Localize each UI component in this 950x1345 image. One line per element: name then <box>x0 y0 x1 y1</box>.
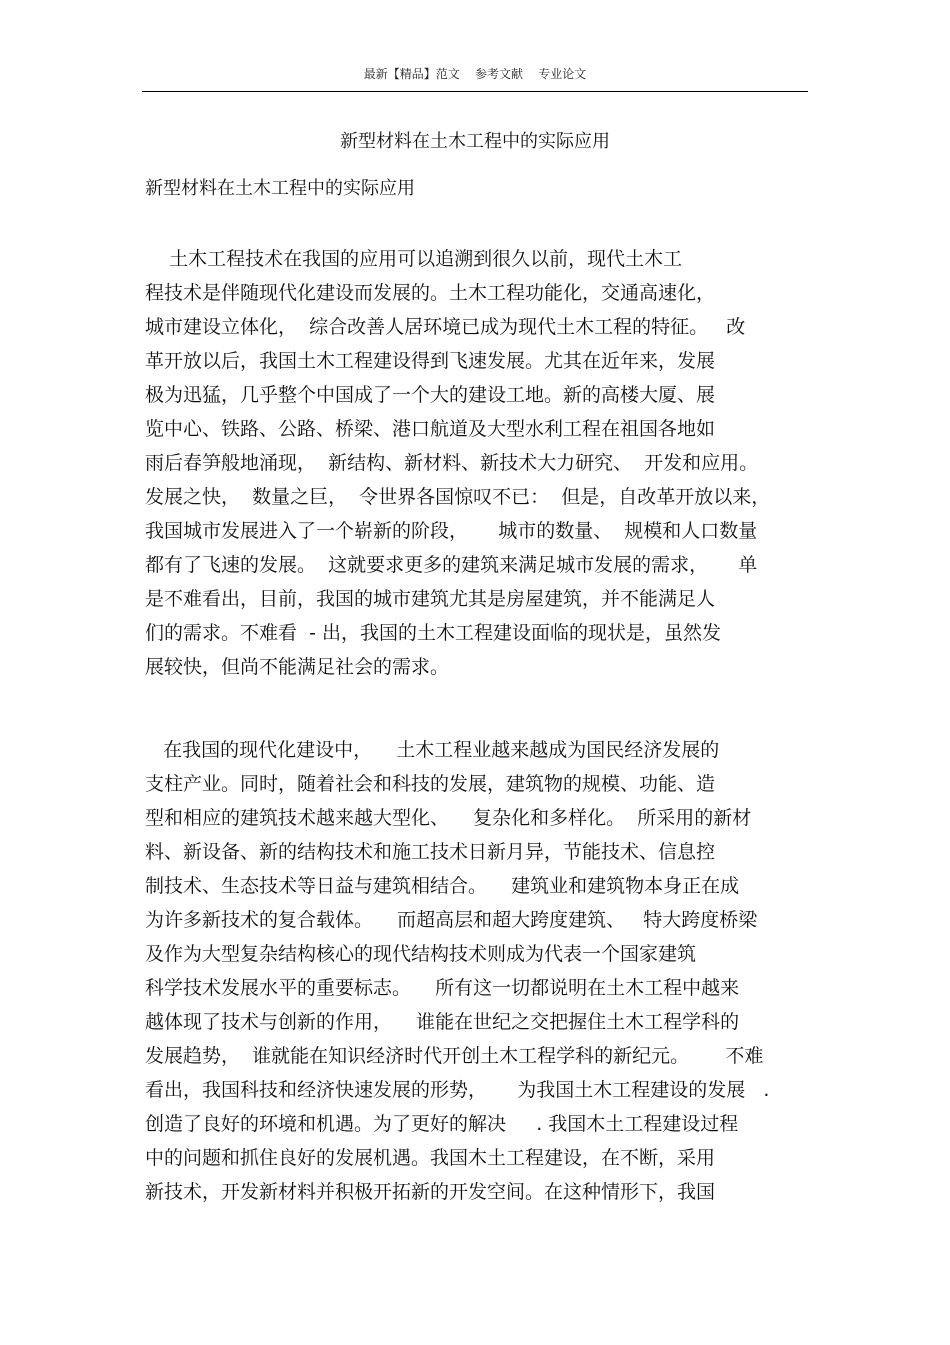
paragraph-2 <box>145 733 825 1209</box>
text-line: 型和相应的建筑技术越来越大型化、 复杂化和多样化。 所采用的新材 <box>145 807 752 829</box>
text-line: 发展趋势， 谁就能在知识经济时代开创土木工程学科的新纪元。 不难 <box>145 1045 764 1067</box>
text-line: 程技术是伴随现代化建设而发展的。土木工程功能化，交通高速化， <box>145 282 716 304</box>
text-line: 及作为大型复杂结构核心的现代结构技术则成为代表一个国家建筑 <box>145 943 697 965</box>
text-line: 料、新设备、新的结构技术和施工技术日新月异，节能技术、信息控 <box>145 841 716 863</box>
text-line: 科学技术发展水平的重要标志。 所有这一切都说明在土木工程中越来 <box>145 977 740 999</box>
text-line: 是不难看出，目前，我国的城市建筑尤其是房屋建筑，并不能满足人 <box>145 588 716 610</box>
text-line: 革开放以后，我国土木工程建设得到飞速发展。尤其在近年来，发展 <box>145 350 716 372</box>
text-line: 览中心、铁路、公路、桥梁、港口航道及大型水利工程在祖国各地如 <box>145 418 716 440</box>
text-line: 展较快，但尚不能满足社会的需求。 <box>145 656 450 678</box>
text-line: 新技术，开发新材料并积极开拓新的开发空间。在这种情形下，我国 <box>145 1181 716 1203</box>
text-line: 看出，我国科技和经济快速发展的形势， 为我国土木工程建设的发展 . <box>145 1079 770 1101</box>
header-divider <box>142 91 808 92</box>
text-line: 们的需求。不难看 - 出，我国的土木工程建设面临的现状是，虽然发 <box>145 622 721 644</box>
text-line: 制技术、生态技术等日益与建筑相结合。 建筑业和建筑物本身正在成 <box>145 875 740 897</box>
text-line: 城市建设立体化， 综合改善人居环境已成为现代土木工程的特征。 改 <box>145 316 746 338</box>
text-line: 都有了飞速的发展。 这就要求更多的建筑来满足城市发展的需求， 单 <box>145 554 758 576</box>
document-subtitle: 新型材料在土木工程中的实际应用 <box>145 178 415 199</box>
document-title: 新型材料在土木工程中的实际应用 <box>340 131 610 152</box>
page-header: 最新【精品】范文 参考文献 专业论文 <box>363 67 587 81</box>
text-line: 极为迅猛，几乎整个中国成了一个大的建设工地。新的高楼大厦、展 <box>145 384 716 406</box>
text-line: 土木工程技术在我国的应用可以追溯到很久以前，现代土木工 <box>145 248 683 270</box>
text-line: 为许多新技术的复合载体。 而超高层和超大跨度建筑、 特大跨度桥梁 <box>145 909 758 931</box>
text-line: 中的问题和抓住良好的发展机遇。我国木土工程建设，在不断，采用 <box>145 1147 716 1169</box>
text-line: 发展之快， 数量之巨， 令世界各国惊叹不已： 但是，自改革开放以来， <box>145 486 771 508</box>
text-line: 越体现了技术与创新的作用， 谁能在世纪之交把握住土木工程学科的 <box>145 1011 740 1033</box>
text-line: 我国城市发展进入了一个崭新的阶段， 城市的数量、 规模和人口数量 <box>145 520 758 542</box>
text-line: 在我国的现代化建设中， 土木工程业越来越成为国民经济发展的 <box>145 739 720 761</box>
text-line: 支柱产业。同时，随着社会和科技的发展，建筑物的规模、功能、造 <box>145 773 716 795</box>
paragraph-1 <box>145 242 825 684</box>
text-line: 创造了良好的环境和机遇。为了更好的解决 . 我国木土工程建设过程 <box>145 1113 739 1135</box>
text-line: 雨后春笋般地涌现， 新结构、新材料、新技术大力研究、 开发和应用。 <box>145 452 759 474</box>
